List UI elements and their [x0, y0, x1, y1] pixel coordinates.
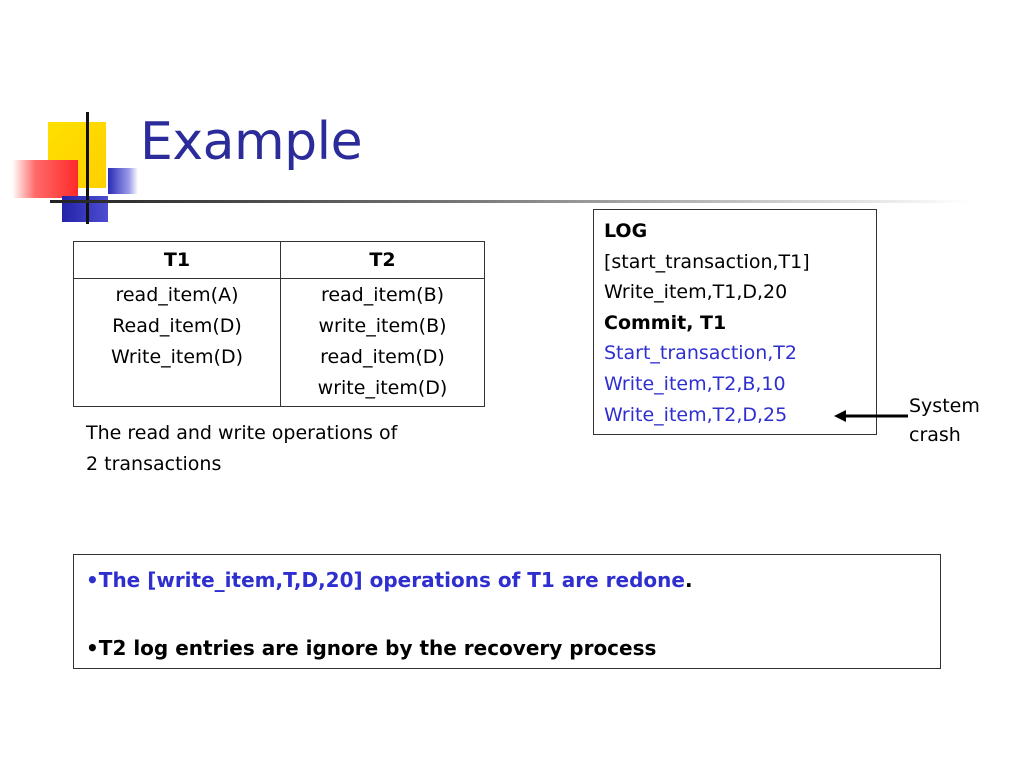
- log-entry: Write_item,T1,D,20: [604, 281, 788, 304]
- t1-op: Write_item(D): [110, 346, 244, 368]
- crash-label-line: System: [909, 395, 980, 417]
- t2-op: write_item(B): [318, 315, 447, 337]
- t2-op: read_item(B): [320, 284, 445, 306]
- caption-line: The read and write operations of: [86, 422, 398, 444]
- crash-label-line: crash: [909, 424, 961, 446]
- summary-point-text: The [write_item,T,D,20] operations of T1 are redone: [98, 568, 685, 592]
- t1-op: Read_item(D): [112, 315, 242, 337]
- transactions-table: [73, 241, 485, 407]
- crash-arrow-icon: [834, 404, 910, 428]
- log-entry-t2: Start_transaction,T2: [604, 342, 797, 365]
- table-caption: [86, 418, 476, 480]
- column-header-t2: T2: [281, 242, 485, 279]
- log-entry-t2: Write_item,T2,B,10: [604, 372, 786, 395]
- summary-point-text: T2 log entries are ignore by the recovery process: [98, 636, 657, 660]
- log-entry-t2: Write_item,T2,D,25: [604, 403, 788, 426]
- t1-op: read_item(A): [115, 284, 239, 306]
- t1-operations: [74, 279, 281, 407]
- t2-operations: [281, 279, 485, 407]
- bullet-icon: •: [86, 568, 99, 592]
- summary-point-period: .: [684, 568, 693, 592]
- summary-box: [73, 554, 941, 669]
- log-entry-commit: Commit, T1: [604, 311, 727, 334]
- system-crash-label: [909, 392, 980, 450]
- summary-point-redo: [86, 565, 940, 595]
- logo-blue-square-top: [108, 168, 138, 194]
- column-header-t1: T1: [74, 242, 281, 279]
- title-underline: [50, 200, 970, 203]
- slide-title: Example: [140, 112, 363, 172]
- log-box: [593, 209, 877, 435]
- log-heading: LOG: [604, 220, 648, 242]
- caption-line: 2 transactions: [86, 453, 222, 475]
- t2-op: read_item(D): [320, 346, 445, 368]
- logo-red-bar: [12, 160, 78, 198]
- t2-op: write_item(D): [317, 377, 448, 399]
- logo-vertical-line: [86, 112, 89, 224]
- log-entry: [start_transaction,T1]: [604, 250, 810, 273]
- summary-point-ignore: [86, 633, 940, 663]
- bullet-icon: •: [86, 636, 99, 660]
